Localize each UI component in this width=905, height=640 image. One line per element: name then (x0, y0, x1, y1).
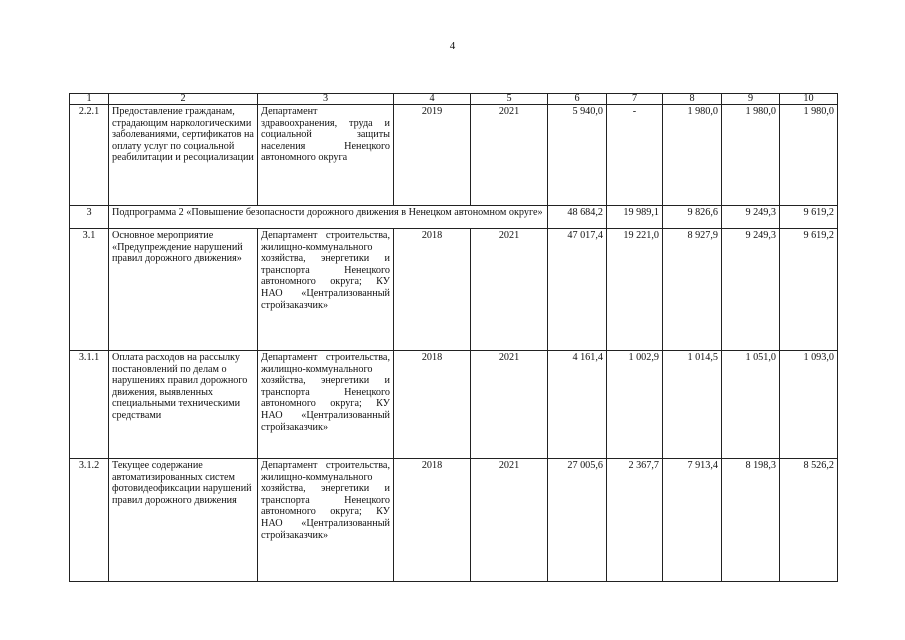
total-amount: 4 161,4 (548, 351, 607, 459)
executor: Департамент здравоохранения, труда и социальной защиты населения Ненецкого автономного округа (258, 105, 394, 206)
measure-name: Текущее содержание автоматизированных систем фотовидеофиксации нарушений правил дорожного движения (109, 459, 258, 582)
table-row (70, 206, 838, 229)
column-header: 8 (663, 94, 722, 105)
row-number: 3.1 (70, 229, 109, 351)
total-amount: 47 017,4 (548, 229, 607, 351)
amount-2018: 19 221,0 (607, 229, 663, 351)
column-header: 2 (109, 94, 258, 105)
total-amount: 5 940,0 (548, 105, 607, 206)
table-row (70, 105, 838, 206)
start-year: 2018 (394, 229, 471, 351)
column-header: 7 (607, 94, 663, 105)
column-header: 10 (780, 94, 838, 105)
executor: Департамент строительства, жилищно-коммунального хозяйства, энергетики и транспорта Ненецкого автономного округа; КУ НАО «Централизованный стройзаказчик» (258, 459, 394, 582)
amount-2020: 8 198,3 (722, 459, 780, 582)
column-number-header-row (70, 94, 838, 105)
amount-2020: 1 051,0 (722, 351, 780, 459)
amount-2018: 19 989,1 (607, 206, 663, 229)
start-year: 2018 (394, 351, 471, 459)
amount-2021: 8 526,2 (780, 459, 838, 582)
measure-name: Оплата расходов на рассылку постановлений по делам о нарушениях правил дорожного движения, выявленных специальными техническими средствами (109, 351, 258, 459)
column-header: 9 (722, 94, 780, 105)
amount-2020: 9 249,3 (722, 229, 780, 351)
amount-2021: 1 093,0 (780, 351, 838, 459)
total-amount: 27 005,6 (548, 459, 607, 582)
table-row (70, 229, 838, 351)
row-number: 3.1.2 (70, 459, 109, 582)
amount-2020: 1 980,0 (722, 105, 780, 206)
column-header: 1 (70, 94, 109, 105)
start-year: 2019 (394, 105, 471, 206)
column-header: 3 (258, 94, 394, 105)
amount-2019: 1 014,5 (663, 351, 722, 459)
column-header: 4 (394, 94, 471, 105)
amount-2021: 9 619,2 (780, 229, 838, 351)
row-number: 3.1.1 (70, 351, 109, 459)
subprogram-title: Подпрограмма 2 «Повышение безопасности дорожного движения в Ненецком автономном округе» (109, 206, 548, 229)
executor: Департамент строительства, жилищно-коммунального хозяйства, энергетики и транспорта Ненецкого автономного округа; КУ НАО «Централизованный стройзаказчик» (258, 229, 394, 351)
amount-2018: 2 367,7 (607, 459, 663, 582)
end-year: 2021 (471, 351, 548, 459)
end-year: 2021 (471, 105, 548, 206)
amount-2018: - (607, 105, 663, 206)
executor: Департамент строительства, жилищно-коммунального хозяйства, энергетики и транспорта Ненецкого автономного округа; КУ НАО «Централизованный стройзаказчик» (258, 351, 394, 459)
amount-2018: 1 002,9 (607, 351, 663, 459)
row-number: 3 (70, 206, 109, 229)
column-header: 5 (471, 94, 548, 105)
measure-name: Основное мероприятие «Предупреждение нарушений правил дорожного движения» (109, 229, 258, 351)
amount-2019: 7 913,4 (663, 459, 722, 582)
row-number: 2.2.1 (70, 105, 109, 206)
amount-2019: 8 927,9 (663, 229, 722, 351)
end-year: 2021 (471, 459, 548, 582)
program-measures-table (69, 93, 838, 582)
table-row (70, 459, 838, 582)
amount-2019: 1 980,0 (663, 105, 722, 206)
column-header: 6 (548, 94, 607, 105)
start-year: 2018 (394, 459, 471, 582)
amount-2021: 1 980,0 (780, 105, 838, 206)
table-row (70, 351, 838, 459)
page-number: 4 (449, 40, 456, 52)
amount-2021: 9 619,2 (780, 206, 838, 229)
amount-2020: 9 249,3 (722, 206, 780, 229)
end-year: 2021 (471, 229, 548, 351)
amount-2019: 9 826,6 (663, 206, 722, 229)
total-amount: 48 684,2 (548, 206, 607, 229)
measure-name: Предоставление гражданам, страдающим наркологическими заболеваниями, сертификатов на оплату услуг по социальной реабилитации и ресоциализации (109, 105, 258, 206)
